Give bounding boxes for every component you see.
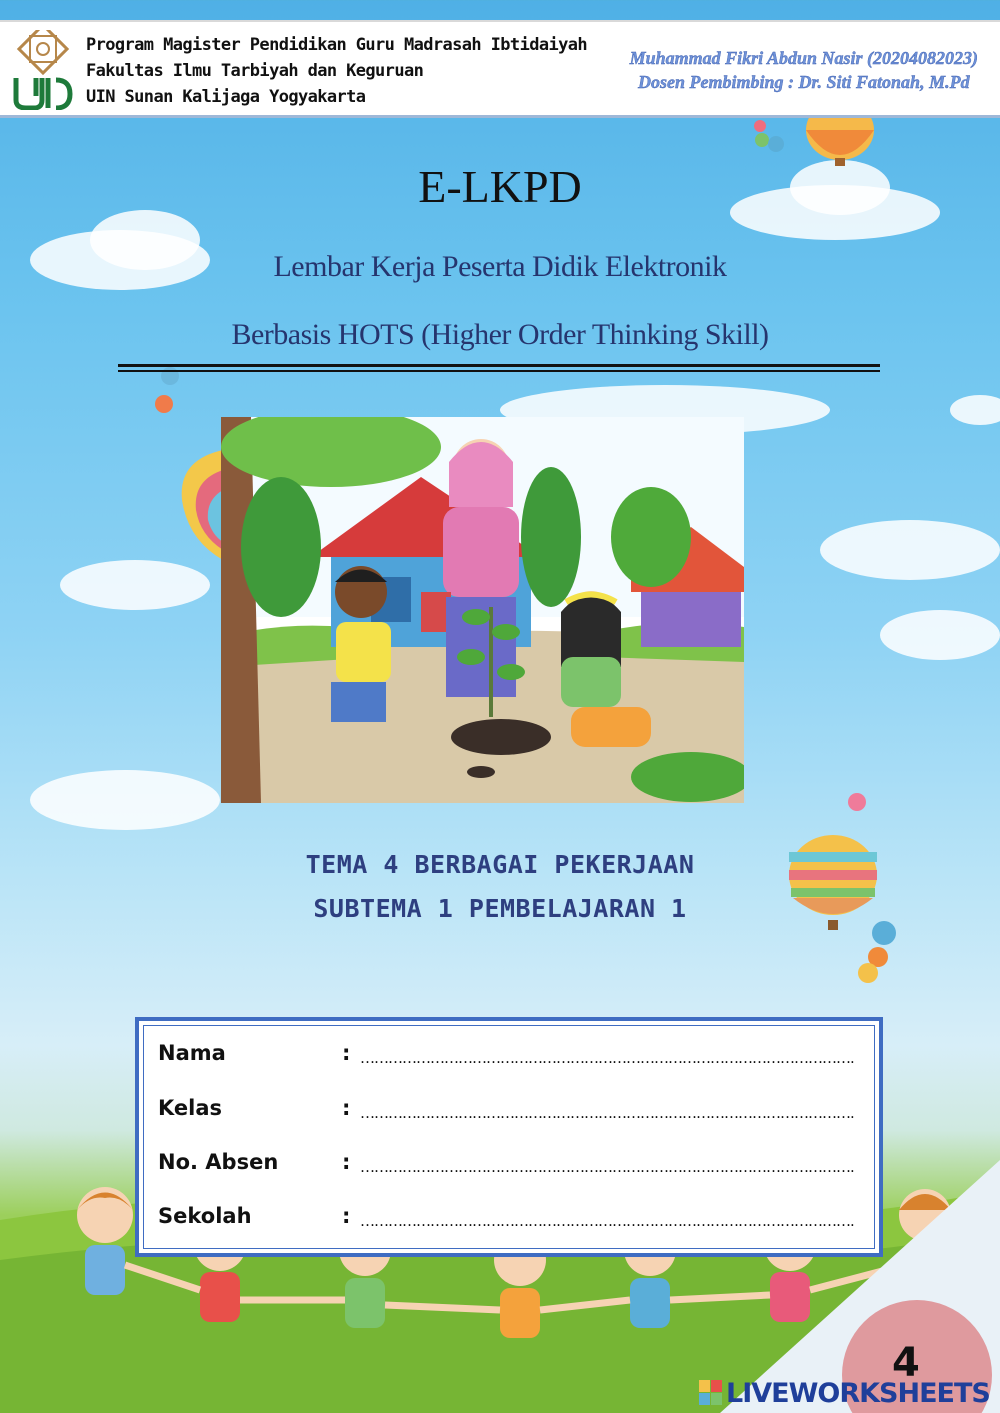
theme-title: TEMA 4 BERBAGAI PEKERJAAN (305, 850, 695, 879)
name-field[interactable]: ……………………………………………………………………………………………. (360, 1049, 854, 1067)
institution-text (86, 32, 587, 110)
author-info (630, 46, 978, 94)
subtheme-title: SUBTEMA 1 PEMBELAJARAN 1 (313, 894, 687, 923)
liveworksheets-badge[interactable]: LIVEWORKSHEETS (726, 1378, 990, 1409)
program-name: Program Magister Pendidikan Guru Madrasah Ibtidaiyah (86, 35, 588, 55)
cloud-decoration (880, 610, 1000, 660)
class-label: Kelas (158, 1096, 223, 1120)
page-subtitle-line-2: Berbasis HOTS (Higher Order Thinking Skill) (231, 318, 769, 351)
student-identity-form (135, 1017, 883, 1257)
name-label: Nama (158, 1041, 226, 1065)
small-balloon-icon (150, 360, 190, 420)
title-divider (118, 370, 880, 372)
liveworksheets-logo-icon (699, 1380, 723, 1406)
cover-illustration (221, 417, 744, 803)
uin-logo-icon (12, 30, 74, 110)
institution-header (0, 20, 1000, 118)
page-subtitle-line-1: Lembar Kerja Peserta Didik Elektronik (273, 250, 727, 283)
attendance-number-field[interactable]: ……………………………………………………………………………………………. (360, 1158, 854, 1176)
author-name: Muhammad Fikri Abdun Nasir (20204082023) (629, 48, 978, 68)
name-colon: : (342, 1041, 351, 1065)
cloud-decoration (950, 395, 1000, 425)
attendance-number-colon: : (342, 1150, 351, 1174)
school-field[interactable]: ……………………………………………………………………………………………. (360, 1212, 854, 1230)
cloud-decoration (820, 520, 1000, 580)
school-colon: : (342, 1204, 351, 1228)
cloud-decoration (30, 770, 220, 830)
children-planting-tree-illustration (221, 417, 744, 803)
title-divider (118, 364, 880, 367)
supervisor-name: Dosen Pembimbing : Dr. Siti Fatonah, M.Pd (638, 72, 970, 92)
small-balloon-icon (750, 118, 790, 158)
faculty-name: Fakultas Ilmu Tarbiyah dan Keguruan (86, 61, 424, 81)
small-balloon-icon (850, 915, 900, 990)
school-label: Sekolah (158, 1204, 252, 1228)
page-number: 4 (892, 1340, 920, 1386)
class-colon: : (342, 1096, 351, 1120)
university-name: UIN Sunan Kalijaga Yogyakarta (86, 87, 366, 107)
page-title: E-LKPD (418, 161, 582, 212)
identity-inner-border (143, 1025, 875, 1249)
attendance-number-label: No. Absen (158, 1150, 279, 1174)
class-field[interactable]: ……………………………………………………………………………………………. (360, 1104, 854, 1122)
